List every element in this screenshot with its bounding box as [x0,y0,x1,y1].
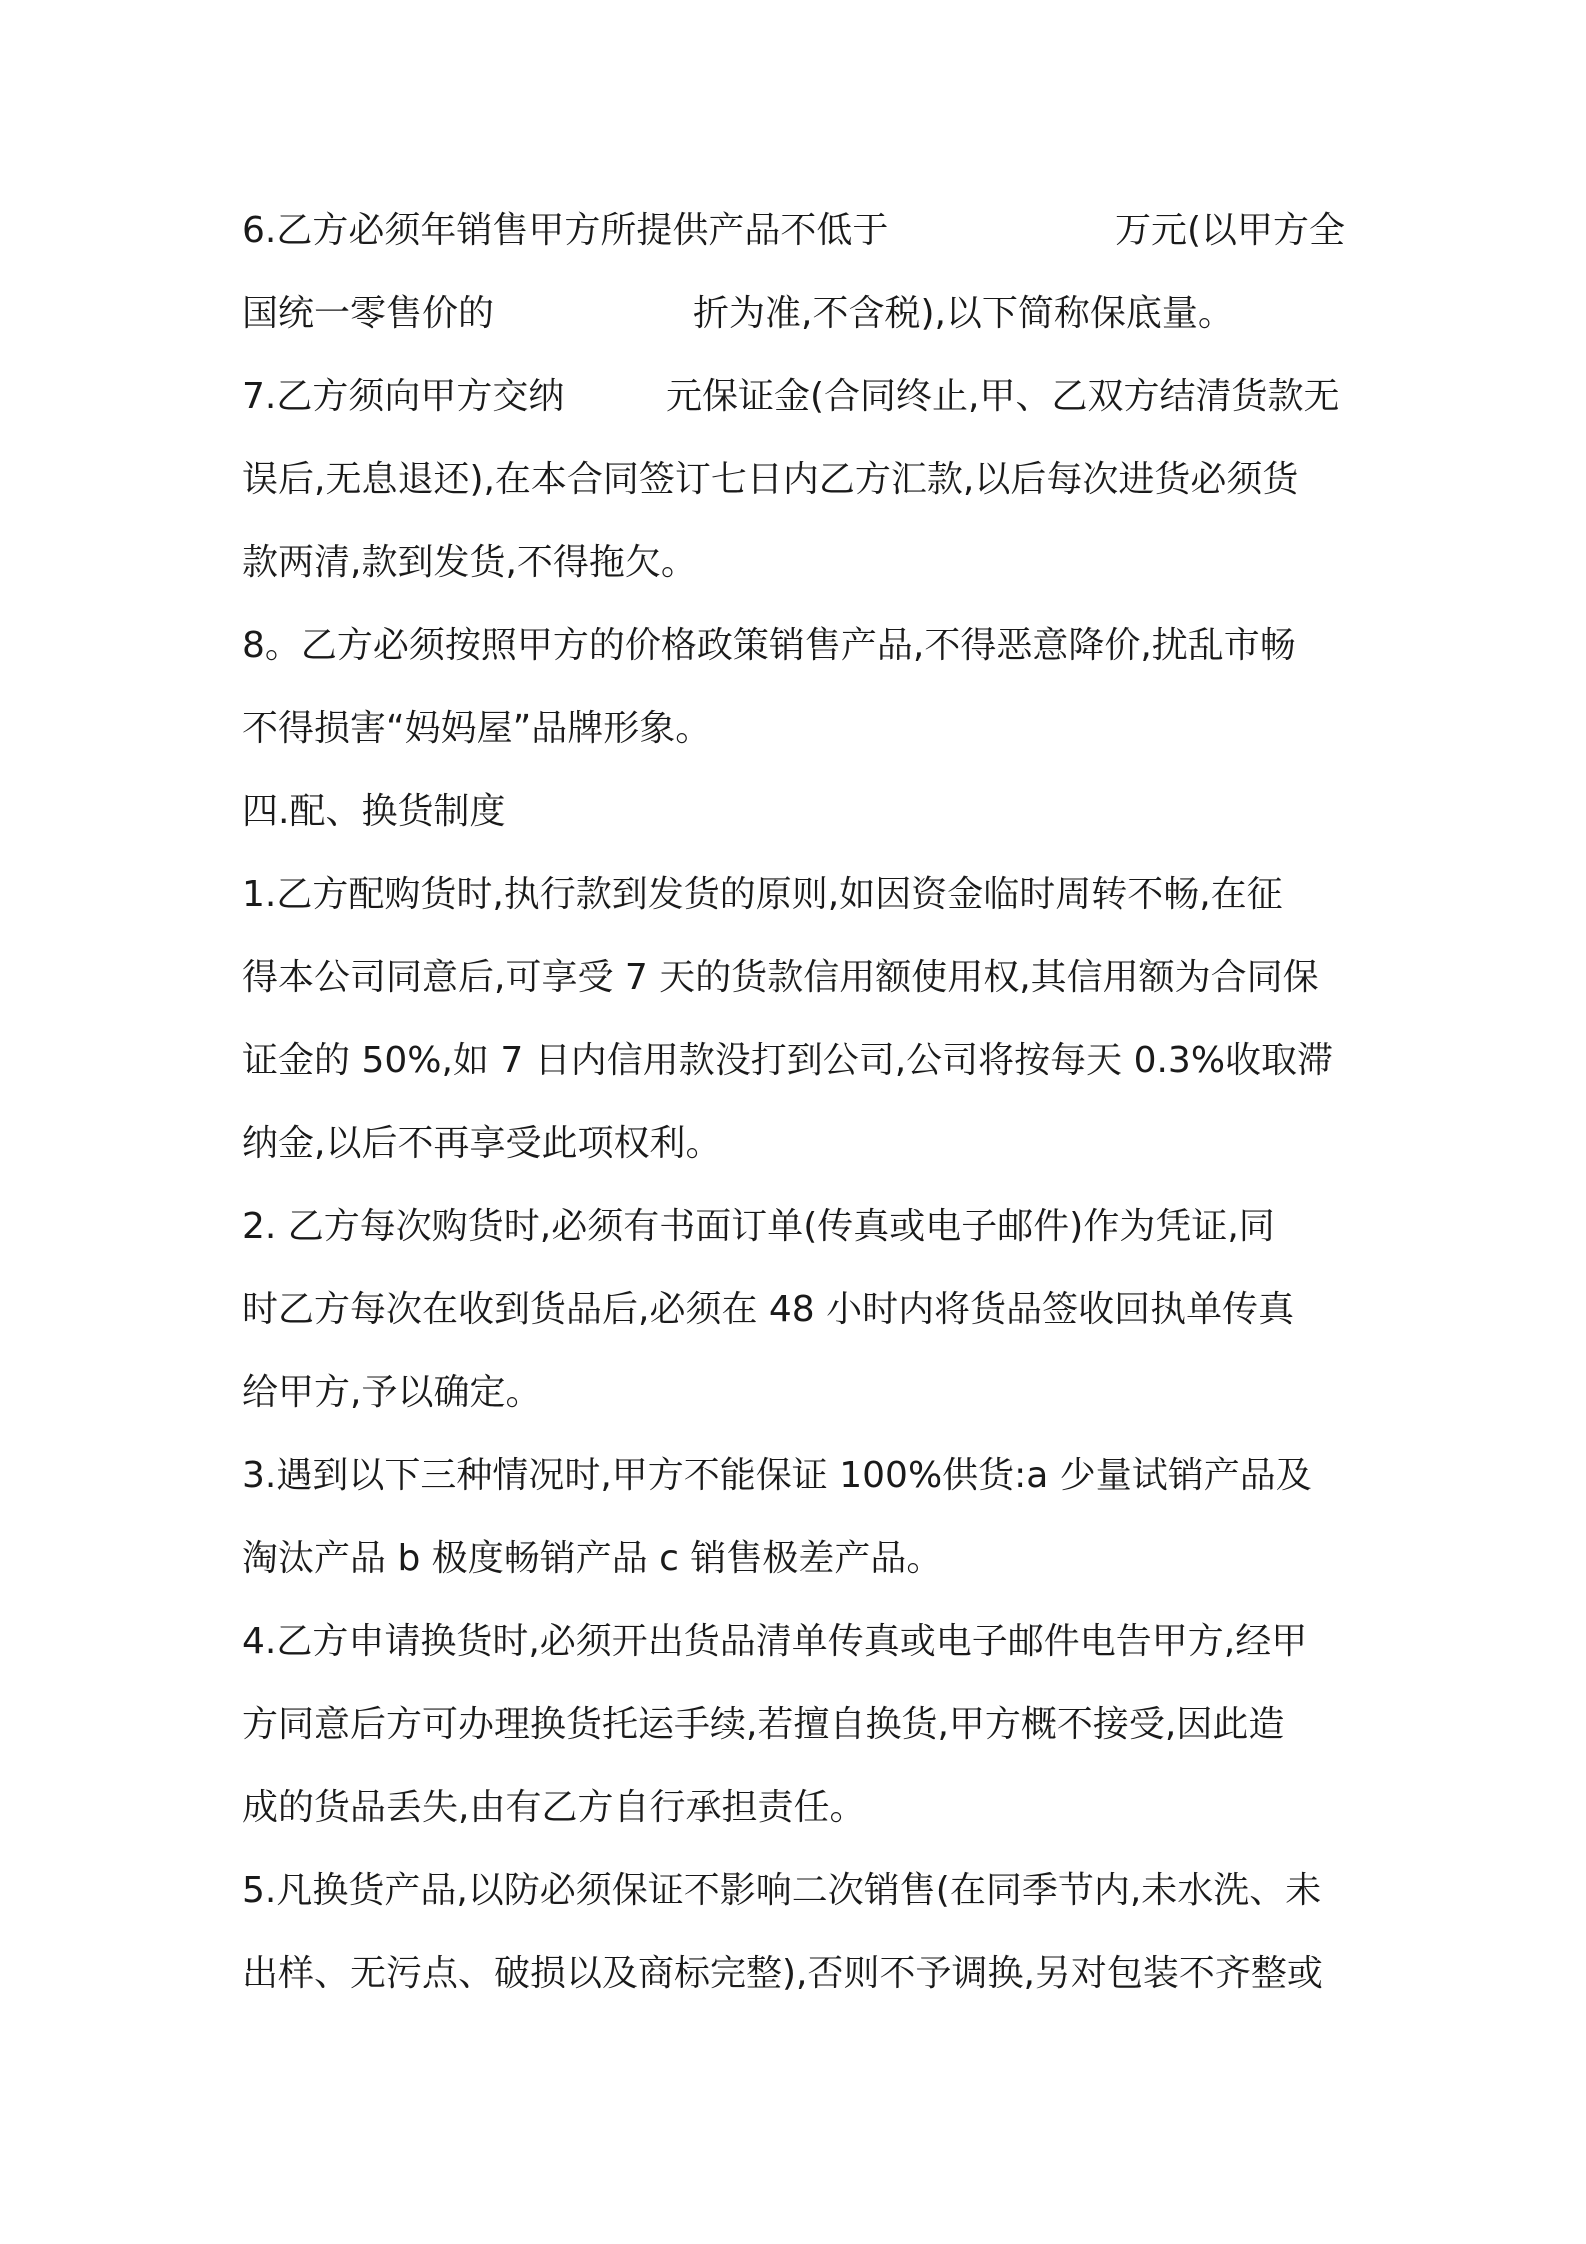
item-1-line-4: 纳金,以后不再享受此项权利。 [242,1123,722,1164]
text-segment: 6.乙方必须年销售甲方所提供产品不低于 [242,210,889,251]
clause-6-line-2 [242,291,1352,337]
clause-8-line-2: 不得损害“妈妈屋”品牌形象。 [242,708,712,749]
text-segment: 折为准,不含税),以下简称保底量。 [693,293,1234,334]
item-4-line-1: 4.乙方申请换货时,必须开出货品清单传真或电子邮件电告甲方,经甲 [242,1621,1308,1662]
item-1-line-3: 证金的 50%,如 7 日内信用款没打到公司,公司将按每天 0.3%收取滞 [242,1040,1334,1081]
clause-7-line-3: 款两清,款到发货,不得拖欠。 [242,542,697,583]
item-5-line-1: 5.凡换货产品,以防必须保证不影响二次销售(在同季节内,未水洗、未 [242,1870,1322,1911]
item-2-line-3: 给甲方,予以确定。 [242,1372,542,1413]
clause-7-line-2: 误后,无息退还),在本合同签订七日内乙方汇款,以后每次进货必须货 [242,459,1299,500]
clause-7-line-1 [242,374,1352,420]
item-2-line-1: 2. 乙方每次购货时,必须有书面订单(传真或电子邮件)作为凭证,同 [242,1206,1275,1247]
clause-6-line-1 [242,208,1352,254]
item-4-line-2: 方同意后方可办理换货托运手续,若擅自换货,甲方概不接受,因此造 [242,1704,1285,1745]
section-heading: 四.配、换货制度 [242,791,506,832]
item-1-line-2: 得本公司同意后,可享受 7 天的货款信用额使用权,其信用额为合同保 [242,957,1319,998]
text-segment: 国统一零售价的 [242,293,495,334]
text-segment: 元保证金(合同终止,甲、乙双方结清货款无 [666,376,1340,417]
item-3-line-2: 淘汰产品 b 极度畅销产品 c 销售极差产品。 [242,1538,943,1579]
item-2-line-2: 时乙方每次在收到货品后,必须在 48 小时内将货品签收回执单传真 [242,1289,1295,1330]
item-4-line-3: 成的货品丢失,由有乙方自行承担责任。 [242,1787,866,1828]
item-5-line-2: 出样、无污点、破损以及商标完整),否则不予调换,另对包装不齐整或 [242,1953,1323,1994]
clause-8-line-1: 8。乙方必须按照甲方的价格政策销售产品,不得恶意降价,扰乱市畅 [242,625,1296,666]
text-segment: 7.乙方须向甲方交纳 [242,376,565,417]
item-1-line-1: 1.乙方配购货时,执行款到发货的原则,如因资金临时周转不畅,在征 [242,874,1283,915]
item-3-line-1: 3.遇到以下三种情况时,甲方不能保证 100%供货:a 少量试销产品及 [242,1455,1312,1496]
text-segment: 万元(以甲方全 [1115,210,1346,251]
